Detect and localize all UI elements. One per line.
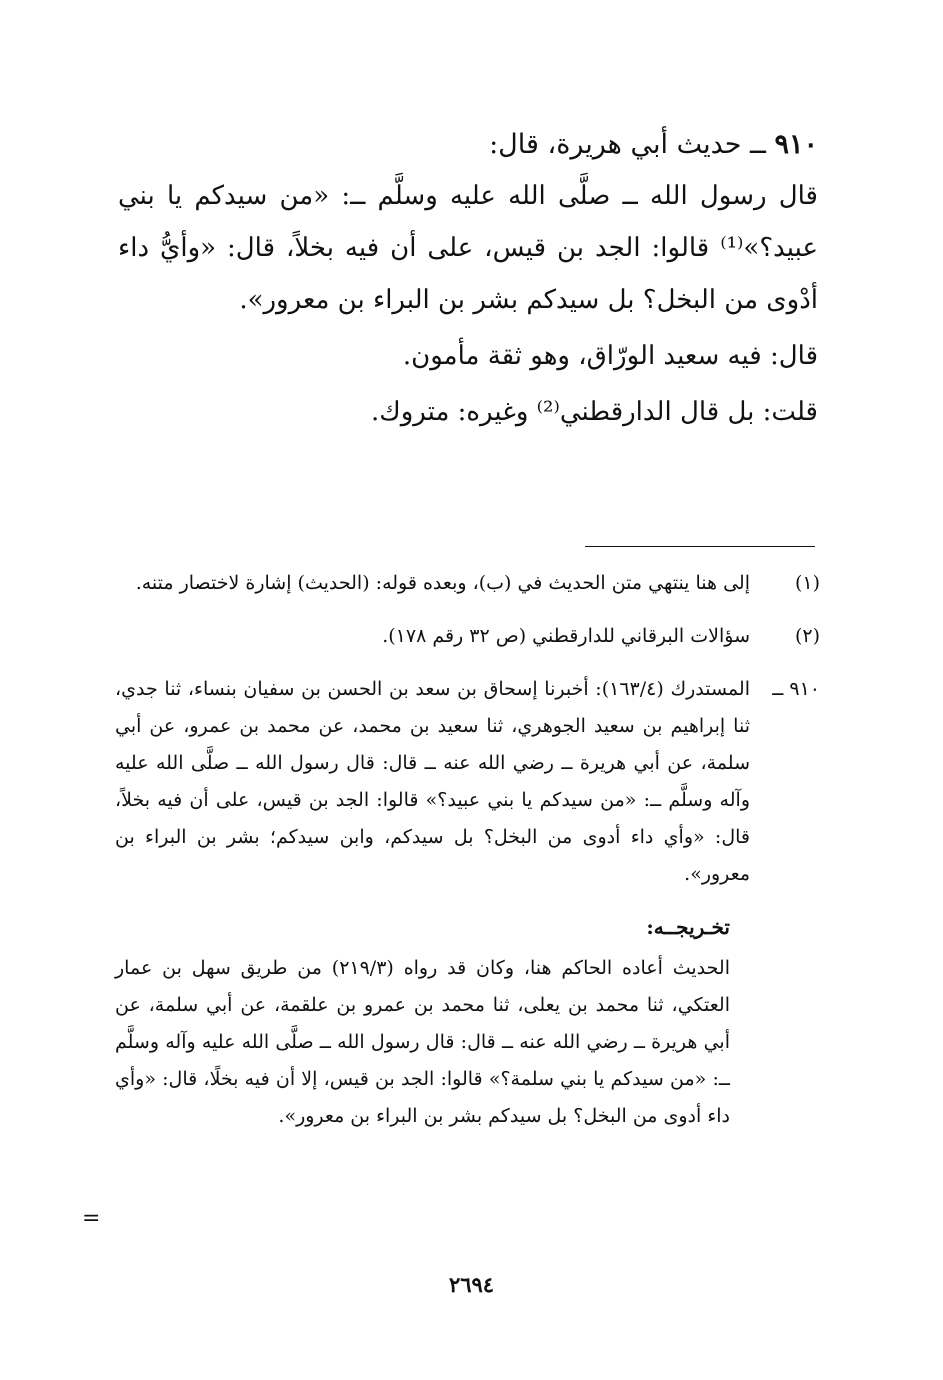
footnote-text: المستدرك (١٦٣/٤): أخبرنا إسحاق بن سعد بن الحسن بن سفيان بنساء، ثنا جدي، ثنا إبراهيم بن سعيد الجوهري، ثنا سعيد بن محمد، عن محمد بن عمرو، عن أبي سلمة، عن أبي هريرة ــ رضي الله عنه ــ قال: قال رسول الله ــ صلَّى الله عليه وآله وسلَّم ــ: «من سيدكم يا بني عبيد؟» قالوا: الجد بن قيس، على أن فيه بخلاً، قال: «وأي داء أدوى من البخل؟ بل سيدكم، وابن سيدكم؛ بشر بن البراء بن معرور». (115, 678, 750, 885)
page-number: ٢٦٩٤ (448, 1272, 495, 1297)
main-hadith (118, 120, 818, 438)
footnote-text: سؤالات البرقاني للدارقطني (ص ٣٢ رقم ١٧٨). (382, 625, 750, 647)
footnote-text: إلى هنا ينتهي متن الحديث في (ب)، وبعده قوله: (الحديث) إشارة لاختصار متنه. (135, 572, 750, 594)
hadith-body: قال رسول الله ــ صلَّى الله عليه وسلَّم ــ: «من سيدكم يا بني عبيد؟»⁽¹⁾ قالوا: الجد بن قيس، على أن فيه بخلاً، قال: «وأيُّ داء أدْوى من البخل؟ بل سيدكم بشر بن البراء بن معرور». (118, 181, 818, 315)
author-comment: قلت: بل قال الدارقطني⁽²⁾ وغيره: متروك. (371, 397, 818, 427)
footnote-divider (585, 546, 815, 547)
hadith-number: ٩١٠ (774, 129, 818, 160)
takhrij-text: الحديث أعاده الحاكم هنا، وكان قد رواه (٢١٩/٣) من طريق سهل بن عمار العتكي، ثنا محمد بن يعلى، ثنا محمد بن عمرو بن علقمة، عن أبي سلمة، عن أبي هريرة ــ رضي الله عنه ــ قال: قال رسول الله ــ صلَّى الله عليه وآله وسلَّم ــ: «من سيدكم يا بني سلمة؟» قالوا: الجد بن قيس، إلا أن فيه بخلًا، قال: «وأي داء أدوى من البخل؟ بل سيدكم بشر بن البراء بن معرور». (115, 957, 730, 1127)
hadith-heading-text: ــ حديث أبي هريرة، قال: (489, 129, 766, 160)
hadith-comment: قال: فيه سعيد الورّاق، وهو ثقة مأمون. (402, 341, 818, 371)
footnote-item (115, 671, 820, 893)
footnote-item (115, 565, 820, 602)
footnote-marker: (١) (794, 572, 820, 594)
footnote-marker: ٩١٠ ــ (772, 678, 820, 700)
footnotes (115, 565, 820, 1135)
footnote-item (115, 618, 820, 655)
takhrij-heading: تخـريجــه: (646, 915, 730, 939)
footnote-marker: (٢) (794, 625, 820, 647)
hadith-heading (118, 120, 818, 170)
continuation-mark: = (82, 1206, 101, 1231)
